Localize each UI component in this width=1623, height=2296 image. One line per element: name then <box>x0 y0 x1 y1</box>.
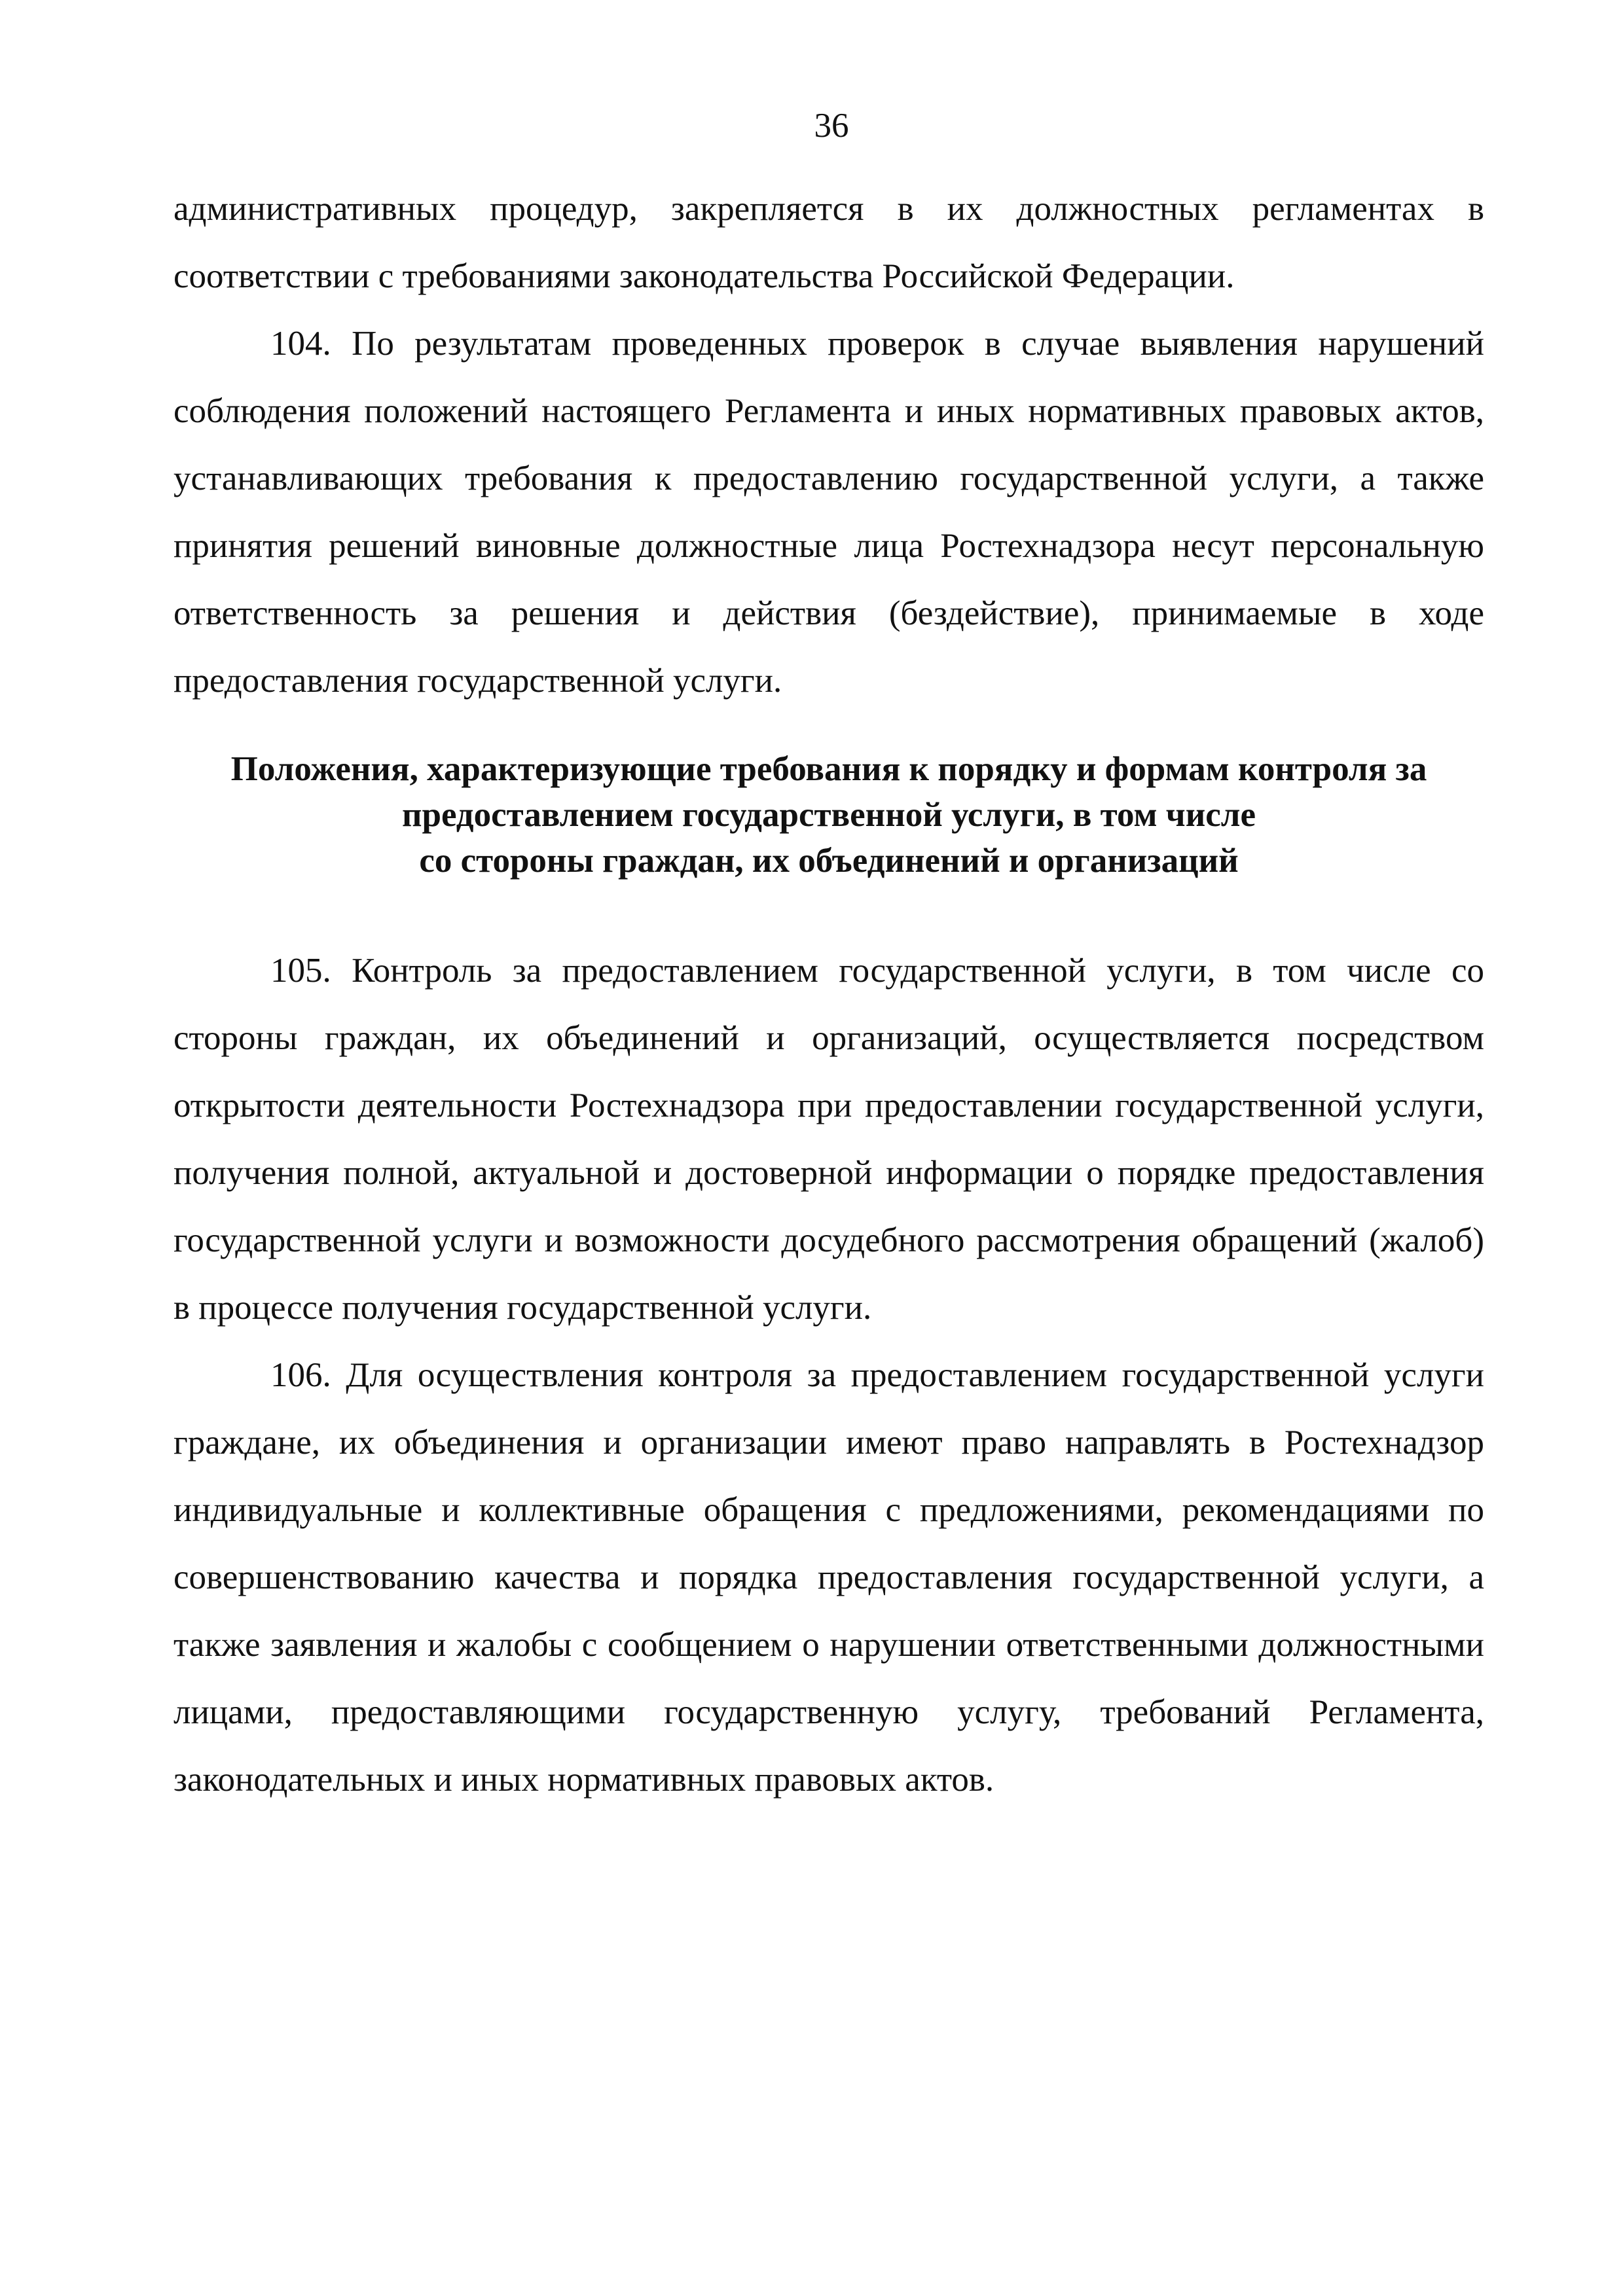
heading-line-1: Положения, характеризующие требования к порядку и формам контроля за <box>230 750 1427 788</box>
section-2 <box>173 937 1484 1814</box>
page-number: 36 <box>814 107 849 145</box>
paragraph-continuation: административных процедур, закрепляется в их должностных регламентах в соответствии с требованиями законодательства Российской Федерации. <box>173 190 1484 295</box>
paragraph-106: 106. Для осуществления контроля за предоставлением государственной услуги граждане, их объединения и организации имеют право направлять в Ростехнадзор индивидуальные и коллективные обращения с предложениями, рекомендациями по совершенствованию качества и порядка предоставления государственной услуги, а также заявления и жалобы с сообщением о нарушении ответственными должностными лицами, предоставляющими государственную услугу, требований Регламента, законодательных и иных нормативных правовых актов. <box>173 1356 1484 1799</box>
heading-line-2: предоставлением государственной услуги, в том числе <box>401 796 1256 834</box>
paragraph-105: 105. Контроль за предоставлением государственной услуги, в том числе со стороны граждан, их объединений и организаций, осуществляется посредством открытости деятельности Ростехнадзора при предоставлении государственной услуги, получения полной, актуальной и достоверной информации о порядке предоставления государственной услуги и возможности досудебного рассмотрения обращений (жалоб) в процессе получения государственной услуги. <box>173 952 1484 1327</box>
section-1 <box>173 175 1484 715</box>
paragraph-104: 104. По результатам проведенных проверок в случае выявления нарушений соблюдения положений настоящего Регламента и иных нормативных правовых актов, устанавливающих требования к предоставлению государственной услуги, а также принятия решений виновные должностные лица Ростехнадзора несут персональную ответственность за решения и действия (бездействие), принимаемые в ходе предоставления государственной услуги. <box>173 325 1484 700</box>
heading-line-3: со стороны граждан, их объединений и организаций <box>419 842 1239 880</box>
section-heading <box>173 746 1484 884</box>
